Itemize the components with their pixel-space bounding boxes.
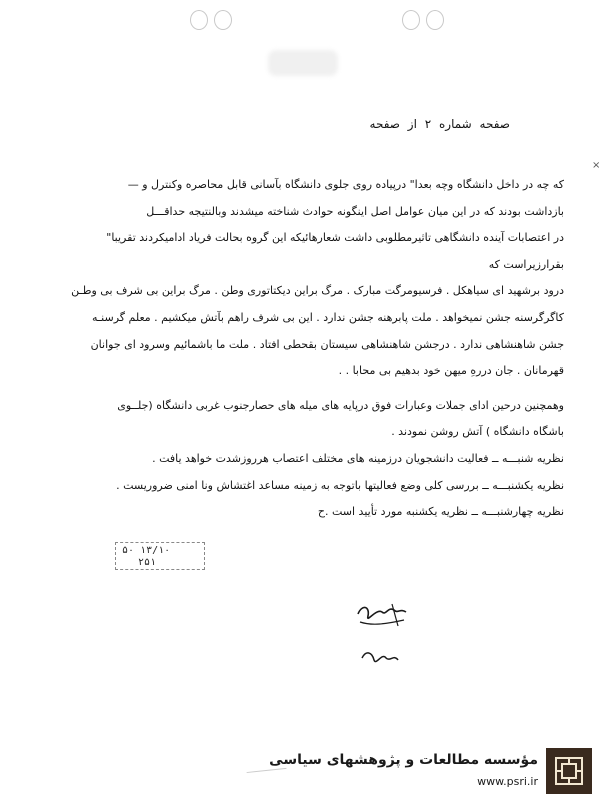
institute-url[interactable]: www.psri.ir <box>477 775 538 788</box>
text-line: وهمچنین درحین ادای جملات وعبارات فوق درپایه های میله های حصارجنوب غربی دانشگاه (جلــوی <box>117 398 564 412</box>
punch-hole <box>214 10 232 30</box>
margin-mark: × <box>592 160 600 171</box>
publisher-watermark <box>269 748 592 794</box>
faded-stamp <box>268 50 338 76</box>
institute-logo-icon <box>546 748 592 794</box>
handwritten-signature <box>352 600 412 680</box>
text-line: نظریه یکشنبـــه ــ بررسی کلی وضع فعالیتها باتوجه به زمینه مساعد اغتشاش ونا امنی ضروریست . <box>116 478 564 492</box>
office-stamp <box>115 542 205 570</box>
text-line: درود برشهید ای سیاهکل . فرسیومرگت مبارک . مرگ براین دیکتاتوری وطن . مرگ براین بی شرف بی وطـن <box>71 284 564 298</box>
institute-name: مؤسسه مطالعات و پژوهشهای سیاسی <box>269 752 538 768</box>
punch-hole <box>190 10 208 30</box>
punch-hole <box>402 10 420 30</box>
text-line: نظریه شنبـــه ــ فعالیت دانشجویان درزمینه های مختلف اعتصاب هرروزشدت خواهد یافت . <box>152 451 564 465</box>
text-line: کاگرگرسنه جشن نمیخواهد . ملت پابرهنه جشن ندارد . این بی شرف راهم بآتش میکشیم . معلم گرسنـه <box>92 310 564 324</box>
punch-hole <box>426 10 444 30</box>
stamp-line: ۲۵۱ <box>138 557 157 568</box>
text-line: بازداشت بودند که در این میان عوامل اصل اینگونه حوادث شناخته میشدند وبالنتیجه حداقـــل <box>146 204 564 218</box>
text-line: بقرارزیراست که <box>488 257 564 271</box>
text-line: نظریه چهارشنبـــه ــ نظریه یکشنبه مورد تأیید است .ح <box>317 505 564 519</box>
document-body <box>36 172 564 526</box>
stamp-line: ۵۰ ۱۳/۱۰ <box>122 545 171 556</box>
text-line: در اعتصابات آینده دانشگاهی تاثیرمطلوبی داشت شعارهائیکه این گروه بحالت فریاد ادامیکردند تقریبا" <box>106 231 564 245</box>
text-line: جشن شاهنشاهی ندارد . درجشن شاهنشاهی سیستان بقحطی افتاد . ملت ما باشمائیم وسرود ای جوانان <box>90 337 564 351</box>
text-line: باشگاه دانشگاه ) آتش روشن نمودند . <box>391 425 564 439</box>
text-line: که چه در داخل دانشگاه وچه بعدا" درپیاده روی جلوی دانشگاه بآسانی قابل محاصره وکنترل و — <box>127 178 564 191</box>
page-number-header: صفحه شماره ۲ از صفحه <box>369 117 510 131</box>
text-line: قهرمانان . جان دررهِ میهن خود بدهیم بی محابا . . <box>338 364 564 378</box>
